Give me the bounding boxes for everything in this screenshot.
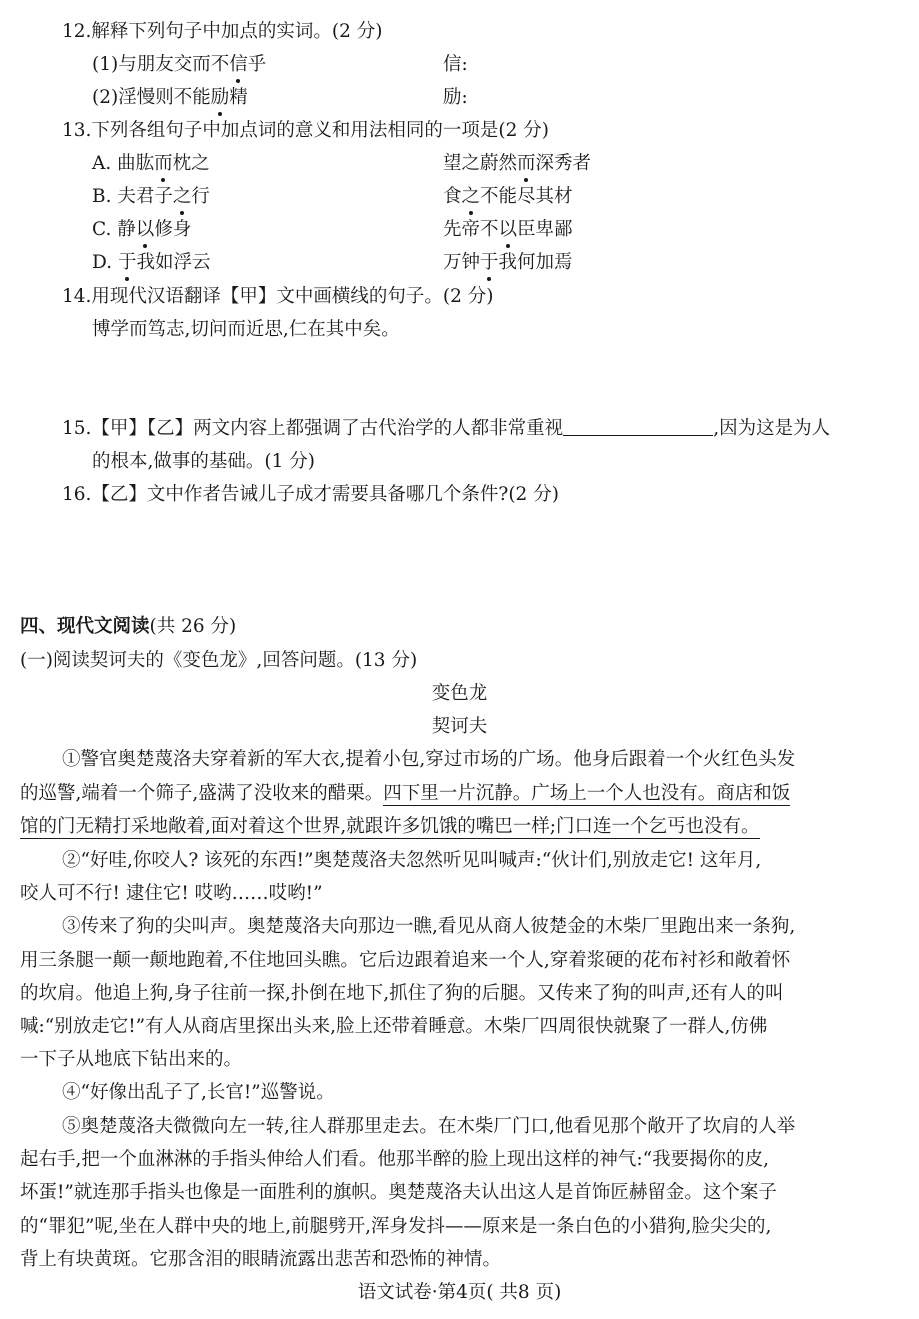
story-p5-line-1: ⑤奥楚蔑洛夫微微向左一转,往人群那里走去。在木柴厂门口,他看见那个敞开了坎肩的人举 (62, 1116, 796, 1137)
story-p2-line-1: ②“好哇,你咬人? 该死的东西!”奥楚蔑洛夫忽然听见叫喊声:“伙计们,别放走它! 这年月, (62, 850, 762, 871)
q12-answer-label-2: 励: (443, 87, 468, 108)
q13-option-d-right: 万钟于我何加焉 (443, 250, 573, 276)
emphasis-dot-char: 而 (517, 151, 536, 177)
section-4-heading: 四、现代文阅读(共 26 分) (20, 616, 237, 637)
q13-option-b: B. 夫君子之行 (92, 184, 210, 210)
story-p1-line-2: 的巡警,端着一个筛子,盛满了没收来的醋栗。四下里一片沉静。广场上一个人也没有。商店和饭 (20, 783, 791, 804)
page-footer: 语文试卷·第4页( 共8 页) (357, 1282, 562, 1303)
story-p4-line-1: ④“好像出乱子了,长官!”巡警说。 (62, 1082, 335, 1103)
story-p3-line-3: 的坎肩。他追上狗,身子往前一探,扑倒在地下,抓住了狗的后腿。又传来了狗的叫声,还有人的叫 (20, 983, 784, 1004)
story-p3-line-4: 喊:“别放走它!”有人从商店里探出头来,脸上还带着睡意。木柴厂四周很快就聚了一群人,仿佛 (20, 1016, 768, 1037)
q12-stem: 12.解释下列句子中加点的实词。(2 分) (62, 21, 383, 42)
q12-item-2: (2)淫慢则不能励精 (92, 85, 248, 111)
story-p5-line-2: 起右手,把一个血淋淋的手指头伸给人们看。他那半醉的脸上现出这样的神气:“我要揭你的皮, (20, 1149, 769, 1170)
story-p5-line-4: 的“罪犯”呢,坐在人群中央的地上,前腿劈开,浑身发抖——原来是一条白色的小猎狗,脸尖尖的, (20, 1216, 772, 1237)
q14-sentence: 博学而笃志,切问而近思,仁在其中矣。 (92, 319, 400, 340)
story-p5-line-3: 坏蛋!”就连那手指头也像是一面胜利的旗帜。奥楚蔑洛夫认出这人是首饰匠赫留金。这个案子 (20, 1182, 777, 1203)
emphasis-dot-char: 信 (229, 52, 248, 78)
q16-stem: 16.【乙】文中作者告诫儿子成才需要具备哪几个条件?(2 分) (62, 484, 559, 505)
story-p3-line-1: ③传来了狗的尖叫声。奥楚蔑洛夫向那边一瞧,看见从商人彼楚金的木柴厂里跑出来一条狗, (62, 916, 796, 937)
q15-continuation: 的根本,做事的基础。(1 分) (92, 451, 315, 472)
story-author: 契诃夫 (431, 716, 488, 737)
story-p5-line-5: 背上有块黄斑。它那含泪的眼睛流露出悲苦和恐怖的神情。 (20, 1249, 502, 1270)
q12-item-1: (1)与朋友交而不信乎 (92, 52, 266, 78)
story-p1-line-1: ①警官奥楚蔑洛夫穿着新的军大衣,提着小包,穿过市场的广场。他身后跟着一个火红色头发 (62, 749, 796, 770)
emphasis-dot-char: 而 (154, 151, 173, 177)
q13-option-d: D. 于我如浮云 (92, 250, 210, 276)
q13-option-c: C. 静以修身 (92, 217, 191, 243)
section-4-sub-1: (一)阅读契诃夫的《变色龙》,回答问题。(13 分) (20, 650, 418, 671)
emphasis-dot-char: 之 (173, 184, 192, 210)
emphasis-dot-char: 励 (211, 85, 230, 111)
story-p3-line-5: 一下子从地底下钻出来的。 (20, 1049, 243, 1070)
q13-option-b-right: 食之不能尽其材 (443, 184, 573, 210)
emphasis-dot-char: 以 (499, 217, 518, 243)
q13-stem: 13.下列各组句子中加点词的意义和用法相同的一项是(2 分) (62, 120, 550, 141)
story-p1-line-3 (20, 814, 760, 840)
emphasis-dot-char: 以 (136, 217, 155, 243)
emphasis-dot-char: 于 (480, 250, 499, 276)
story-p2-line-2: 咬人可不行! 逮住它! 哎哟……哎哟!” (20, 883, 323, 904)
underlined-sentence: 四下里一片沉静。广场上一个人也没有。商店和饭 (383, 783, 791, 804)
story-title: 变色龙 (431, 683, 488, 704)
story-p3-line-2: 用三条腿一颠一颠地跑着,不住地回头瞧。它后边跟着追来一个人,穿着浆硬的花布衬衫和敞着怀 (20, 950, 791, 971)
q15-stem: 15.【甲】【乙】两文内容上都强调了古代治学的人都非常重视 ,因为这是为人 (62, 418, 831, 439)
emphasis-dot-char: 之 (462, 184, 481, 210)
q13-option-c-right: 先帝不以臣卑鄙 (443, 217, 573, 243)
fill-in-blank[interactable] (563, 417, 713, 436)
q13-option-a-right: 望之蔚然而深秀者 (443, 151, 591, 177)
emphasis-dot-char: 于 (118, 250, 137, 276)
q14-stem: 14.用现代汉语翻译【甲】文中画横线的句子。(2 分) (62, 286, 494, 307)
q13-option-a: A. 曲肱而枕之 (92, 151, 210, 177)
q12-answer-label-1: 信: (443, 54, 468, 75)
underlined-sentence: 馆的门无精打采地敞着,面对着这个世界,就跟许多饥饿的嘴巴一样;门口连一个乞丐也没有。 (20, 816, 760, 837)
